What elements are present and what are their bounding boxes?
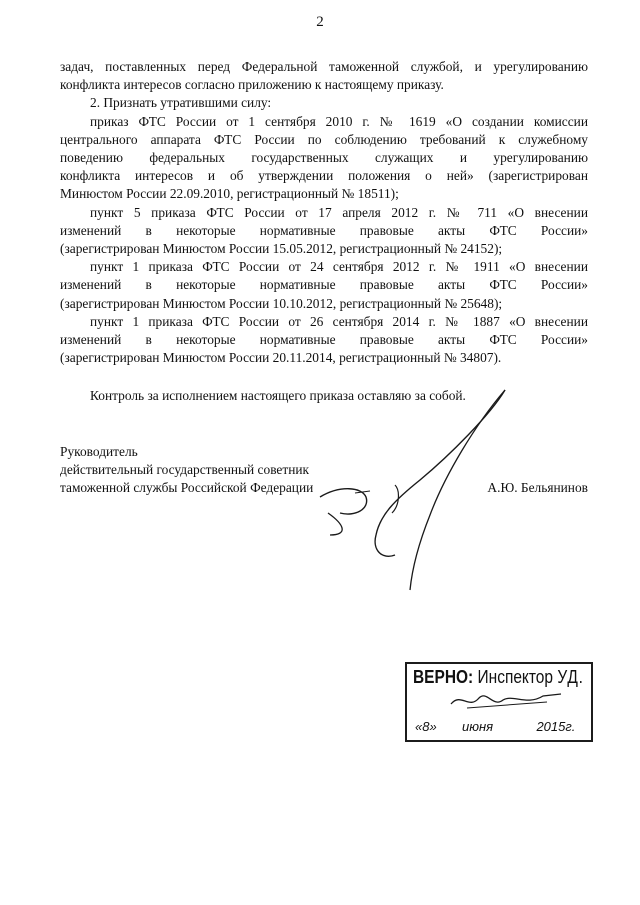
text-line: 2. Признать утратившими силу: — [90, 95, 272, 111]
text-line: задач, поставленных перед Федеральной таможенной службой, и урегулированию — [60, 59, 588, 74]
handwritten-signature — [300, 385, 530, 595]
text-line: пункт 5 приказа ФТС России от 17 апреля 2012 г. № 711 «О внесении — [90, 204, 588, 220]
stamp-year-suffix: г. — [565, 719, 576, 734]
stamp-date — [415, 719, 575, 734]
signer-name: А.Ю. Бельянинов — [487, 480, 588, 495]
text-line: поведению федеральных государственных служащих и урегулированию — [60, 150, 588, 166]
text-line: Минюстом России 22.09.2010, регистрационный № 18511); — [60, 186, 399, 202]
stamp-year: 2015 — [536, 719, 566, 734]
stamp-role: Инспектор — [477, 667, 554, 687]
stamp-day: «8» — [415, 719, 437, 734]
signer-title: Руководитель — [60, 444, 138, 459]
certification-stamp — [405, 662, 593, 742]
text-line: конфликта интересов согласно приложению к настоящему приказу. — [60, 77, 444, 93]
text-line: изменений в некоторые нормативные правовые акты ФТС России» — [60, 222, 588, 238]
text-line: приказ ФТС России от 1 сентября 2010 г. № 1619 «О создании комиссии — [90, 113, 588, 129]
stamp-header — [413, 667, 584, 688]
control-clause: Контроль за исполнением настоящего приказа оставляю за собой. — [90, 388, 466, 404]
stamp-verno: ВЕРНО: — [413, 667, 474, 687]
text-line: (зарегистрирован Минюстом России 10.10.2012, регистрационный № 25648); — [60, 295, 503, 311]
text-line: (зарегистрирован Минюстом России 20.11.2014, регистрационный № 34807). — [60, 350, 502, 366]
page-number: 2 — [316, 14, 324, 30]
text-line: центрального аппарата ФТС России по соблюдению требований к служебному — [60, 131, 588, 147]
document-body — [60, 58, 588, 406]
signer-title: таможенной службы Российской Федерации — [60, 480, 314, 496]
stamp-month: июня — [462, 719, 494, 734]
text-line: изменений в некоторые нормативные правовые акты ФТС России» — [60, 332, 588, 348]
text-line: конфликта интересов и об утверждении положения о ней» (зарегистрирован — [60, 168, 588, 184]
stamp-unit: УД. — [557, 667, 584, 687]
signer-title: действительный государственный советник — [60, 462, 310, 478]
text-line: (зарегистрирован Минюстом России 15.05.2012, регистрационный № 24152); — [60, 241, 503, 257]
text-line: пункт 1 приказа ФТС России от 24 сентября 2012 г. № 1911 «О внесении — [90, 259, 588, 275]
text-line: изменений в некоторые нормативные правовые акты ФТС России» — [60, 277, 588, 293]
stamp-signature — [447, 688, 567, 712]
text-line: пункт 1 приказа ФТС России от 26 сентября 2014 г. № 1887 «О внесении — [90, 313, 588, 329]
